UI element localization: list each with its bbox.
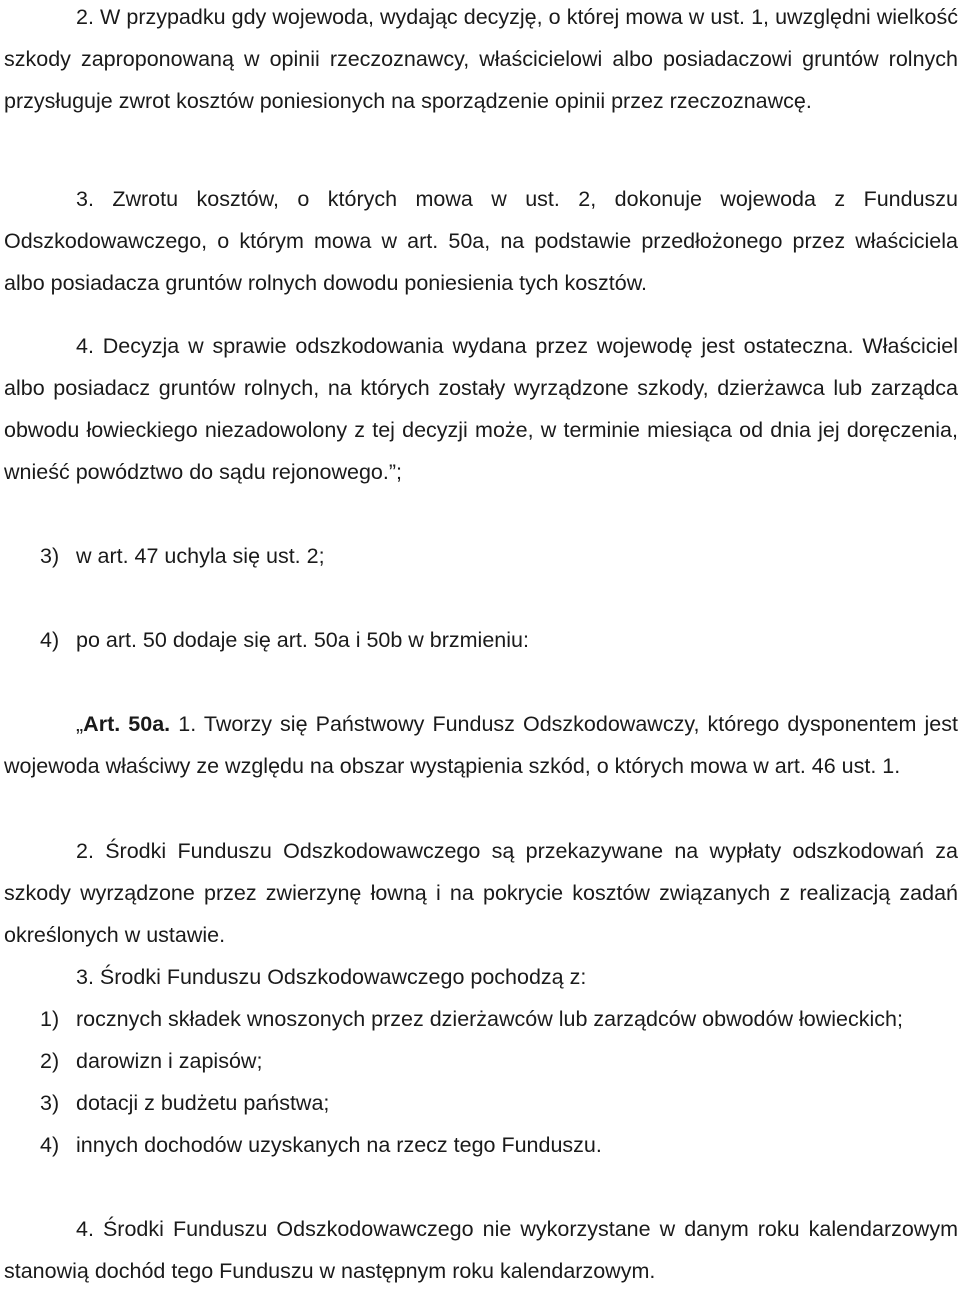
article-label: Art. 50a. (83, 712, 171, 736)
article-50a-paragraph-2: 2. Środki Funduszu Odszkodowawczego są przekazywane na wypłaty odszkodowań za szkody wyrządzone przez zwierzynę łowną i na pokrycie kosztów związanych z realizacją zadań określonych w ustawie. (4, 839, 958, 947)
paragraph-3: 3. Zwrotu kosztów, o których mowa w ust. 2, dokonuje wojewoda z Funduszu Odszkodowawczego, o którym mowa w art. 50a, na podstawie przedłożonego przez właściciela albo posiadacza gruntów rolnych dowodu poniesienia tych kosztów. (4, 187, 958, 295)
list-item-number: 2) (40, 1049, 60, 1073)
sources-list (40, 998, 958, 1166)
list-item-text: darowizn i zapisów; (76, 1049, 263, 1073)
paragraph-2: 2. W przypadku gdy wojewoda, wydając decyzję, o której mowa w ust. 1, uwzględni wielkość szkody zaproponowaną w opinii rzeczoznawcy, właścicielowi albo posiadaczowi gruntów rolnych przysługuje zwrot kosztów poniesionych na sporządzenie opinii przez rzeczoznawcę. (4, 5, 958, 113)
list-item-text: innych dochodów uzyskanych na rzecz tego Funduszu. (76, 1133, 602, 1157)
list-item (40, 1082, 958, 1124)
article-paragraph-text: 1. Tworzy się Państwowy Fundusz Odszkodowawczy, którego dysponentem jest wojewoda właściwy ze względu na obszar wystąpienia szkód, o których mowa w art. 46 ust. 1. (4, 712, 958, 778)
list-item-number: 4) (40, 1133, 60, 1157)
list-item-text: dotacji z budżetu państwa; (76, 1091, 330, 1115)
list-item-number: 1) (40, 1007, 60, 1031)
article-50a-paragraph-3: 3. Środki Funduszu Odszkodowawczego pochodzą z: (76, 965, 587, 989)
list-item-number: 4) (40, 628, 60, 652)
list-item-text: po art. 50 dodaje się art. 50a i 50b w brzmieniu: (76, 628, 529, 652)
list-item (40, 1040, 958, 1082)
list-item-4 (40, 619, 958, 661)
opening-quote: „ (76, 712, 84, 736)
list-item-text: rocznych składek wnoszonych przez dzierżawców lub zarządców obwodów łowieckich; (76, 1007, 903, 1031)
article-50a-paragraph-4: 4. Środki Funduszu Odszkodowawczego nie wykorzystane w danym roku kalendarzowym stanowią dochód tego Funduszu w następnym roku kalendarzowym. (4, 1217, 958, 1283)
list-item (40, 1124, 958, 1166)
list-item (40, 998, 958, 1040)
list-item-number: 3) (40, 544, 60, 568)
list-item-3 (40, 535, 958, 577)
list-item-number: 3) (40, 1091, 60, 1115)
paragraph-4: 4. Decyzja w sprawie odszkodowania wydana przez wojewodę jest ostateczna. Właściciel albo posiadacz gruntów rolnych, na których zostały wyrządzone szkody, dzierżawca lub zarządca obwodu łowieckiego niezadowolony z tej decyzji może, w terminie miesiąca od dnia jej doręczenia, wnieść powództwo do sądu rejonowego.”; (4, 334, 958, 484)
article-50a-paragraph-1 (4, 703, 958, 787)
list-item-text: w art. 47 uchyla się ust. 2; (76, 544, 325, 568)
